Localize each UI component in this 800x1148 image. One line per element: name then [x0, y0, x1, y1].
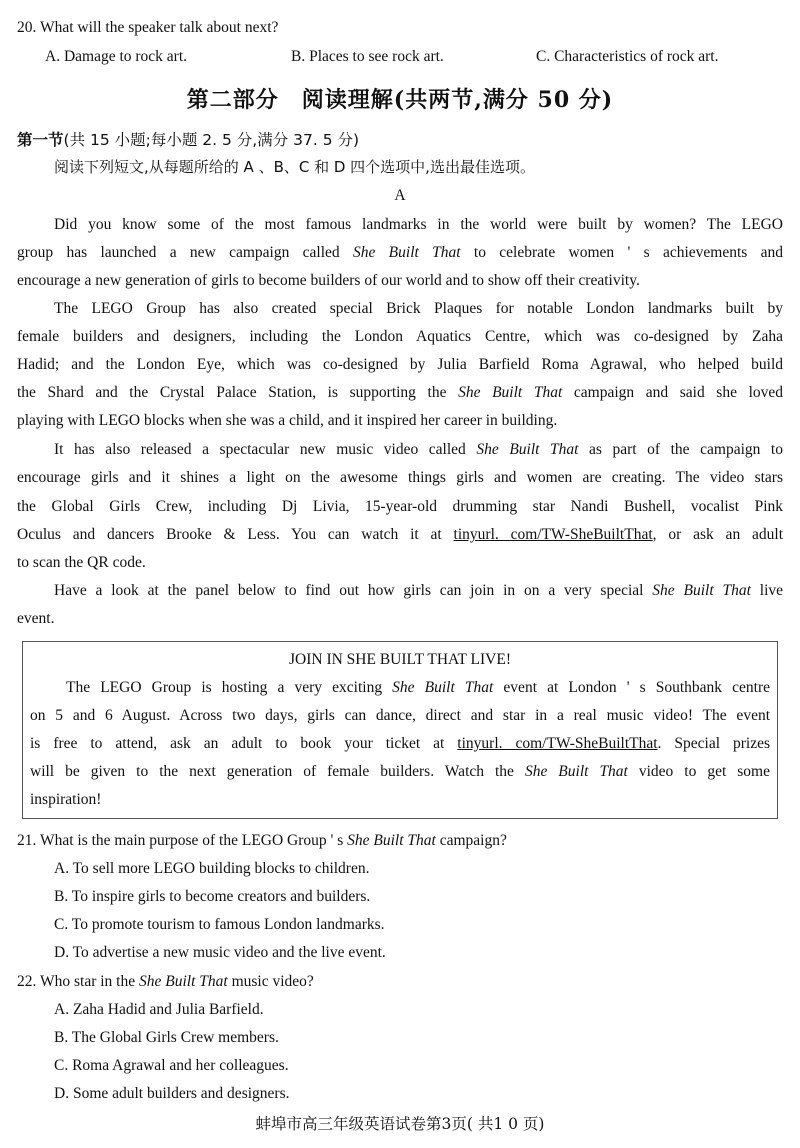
p3-line-2: encourage girls and it shines a light on the awesome things girls and women are creating. The video stars — [17, 469, 783, 486]
q21-option-c: C. To promote tourism to famous London landmarks. — [54, 916, 385, 933]
q21-option-b: B. To inspire girls to become creators and builders. — [54, 888, 371, 905]
q21-option-a: A. To sell more LEGO building blocks to children. — [54, 860, 370, 877]
instruction: 阅读下列短文,从每题所给的 A 、B、C 和 D 四个选项中,选出最佳选项。 — [54, 158, 535, 176]
section-header — [17, 130, 359, 150]
section-rules: (共 15 小题;每小题 2. 5 分,满分 37. 5 分) — [63, 131, 360, 149]
p4-line-2: event. — [17, 610, 55, 627]
passage-letter: A — [394, 187, 406, 204]
video-link[interactable]: tinyurl. com/TW-SheBuiltThat — [453, 526, 653, 543]
p4-line-1: Have a look at the panel below to find out how girls can join in on a very special She Built That live — [54, 582, 783, 599]
panel-line-1: The LEGO Group is hosting a very exciting She Built That event at London ' s Southbank centre — [66, 679, 770, 696]
p1-line-1: Did you know some of the most famous landmarks in the world were built by women? The LEGO — [54, 216, 783, 233]
q20-option-b: B. Places to see rock art. — [291, 48, 444, 65]
p2-line-4: the Shard and the Crystal Palace Station, is supporting the She Built That campaign and said she loved — [17, 384, 784, 401]
q20-stem: 20. What will the speaker talk about next? — [17, 19, 279, 36]
p2-line-3: Hadid; and the London Eye, which was co-designed by Julia Barfield Roma Agrawal, who helped build — [17, 356, 783, 373]
q22-option-c: C. Roma Agrawal and her colleagues. — [54, 1057, 289, 1074]
p2-line-2: female builders and designers, including the London Aquatics Centre, which was co-designed by Zaha — [17, 328, 783, 345]
p1-line-3: encourage a new generation of girls to become builders of our world and to show off their creativity. — [17, 272, 640, 289]
q22-option-d: D. Some adult builders and designers. — [54, 1085, 290, 1102]
q22-stem: 22. Who star in the She Built That music video? — [17, 973, 314, 990]
q21-stem: 21. What is the main purpose of the LEGO Group ' s She Built That campaign? — [17, 832, 507, 849]
page-footer: 蚌埠市高三年级英语试卷第3页( 共1 0 页) — [255, 1115, 545, 1133]
section-label: 第一节 — [17, 131, 64, 149]
panel-line-3: is free to attend, ask an adult to book your ticket at tinyurl. com/TW-SheBuiltThat. Special prizes — [30, 735, 771, 752]
q20-option-a: A. Damage to rock art. — [45, 48, 188, 65]
part-title: 第二部分 阅读理解(共两节,满分 50 分) — [186, 87, 614, 113]
p3-line-4: Oculus and dancers Brooke & Less. You can watch it at tinyurl. com/TW-SheBuiltThat, or ask an adult — [17, 526, 784, 543]
panel-line-5: inspiration! — [30, 791, 102, 808]
p1-line-2: group has launched a new campaign called She Built That to celebrate women ' s achievements and — [17, 244, 783, 261]
q22-option-b: B. The Global Girls Crew members. — [54, 1029, 279, 1046]
q22-option-a: A. Zaha Hadid and Julia Barfield. — [54, 1001, 264, 1018]
q21-option-d: D. To advertise a new music video and the live event. — [54, 944, 386, 961]
panel-line-4: will be given to the next generation of female builders. Watch the She Built That video to get some — [30, 763, 770, 780]
p3-line-5: to scan the QR code. — [17, 554, 146, 571]
q20-option-c: C. Characteristics of rock art. — [536, 48, 719, 65]
p3-line-3: the Global Girls Crew, including Dj Livia, 15-year-old drumming star Nandi Bushell, vocalist Pink — [17, 498, 783, 515]
p2-line-1: The LEGO Group has also created special Brick Plaques for notable London landmarks built by — [54, 300, 783, 317]
p3-line-1: It has also released a spectacular new music video called She Built That as part of the campaign to — [54, 441, 783, 458]
p2-line-5: playing with LEGO blocks when she was a child, and it inspired her career in building. — [17, 412, 558, 429]
panel-line-2: on 5 and 6 August. Across two days, girls can dance, direct and star in a real music video! The event — [30, 707, 770, 724]
panel-title: JOIN IN SHE BUILT THAT LIVE! — [288, 651, 512, 668]
ticket-link[interactable]: tinyurl. com/TW-SheBuiltThat — [457, 735, 658, 752]
